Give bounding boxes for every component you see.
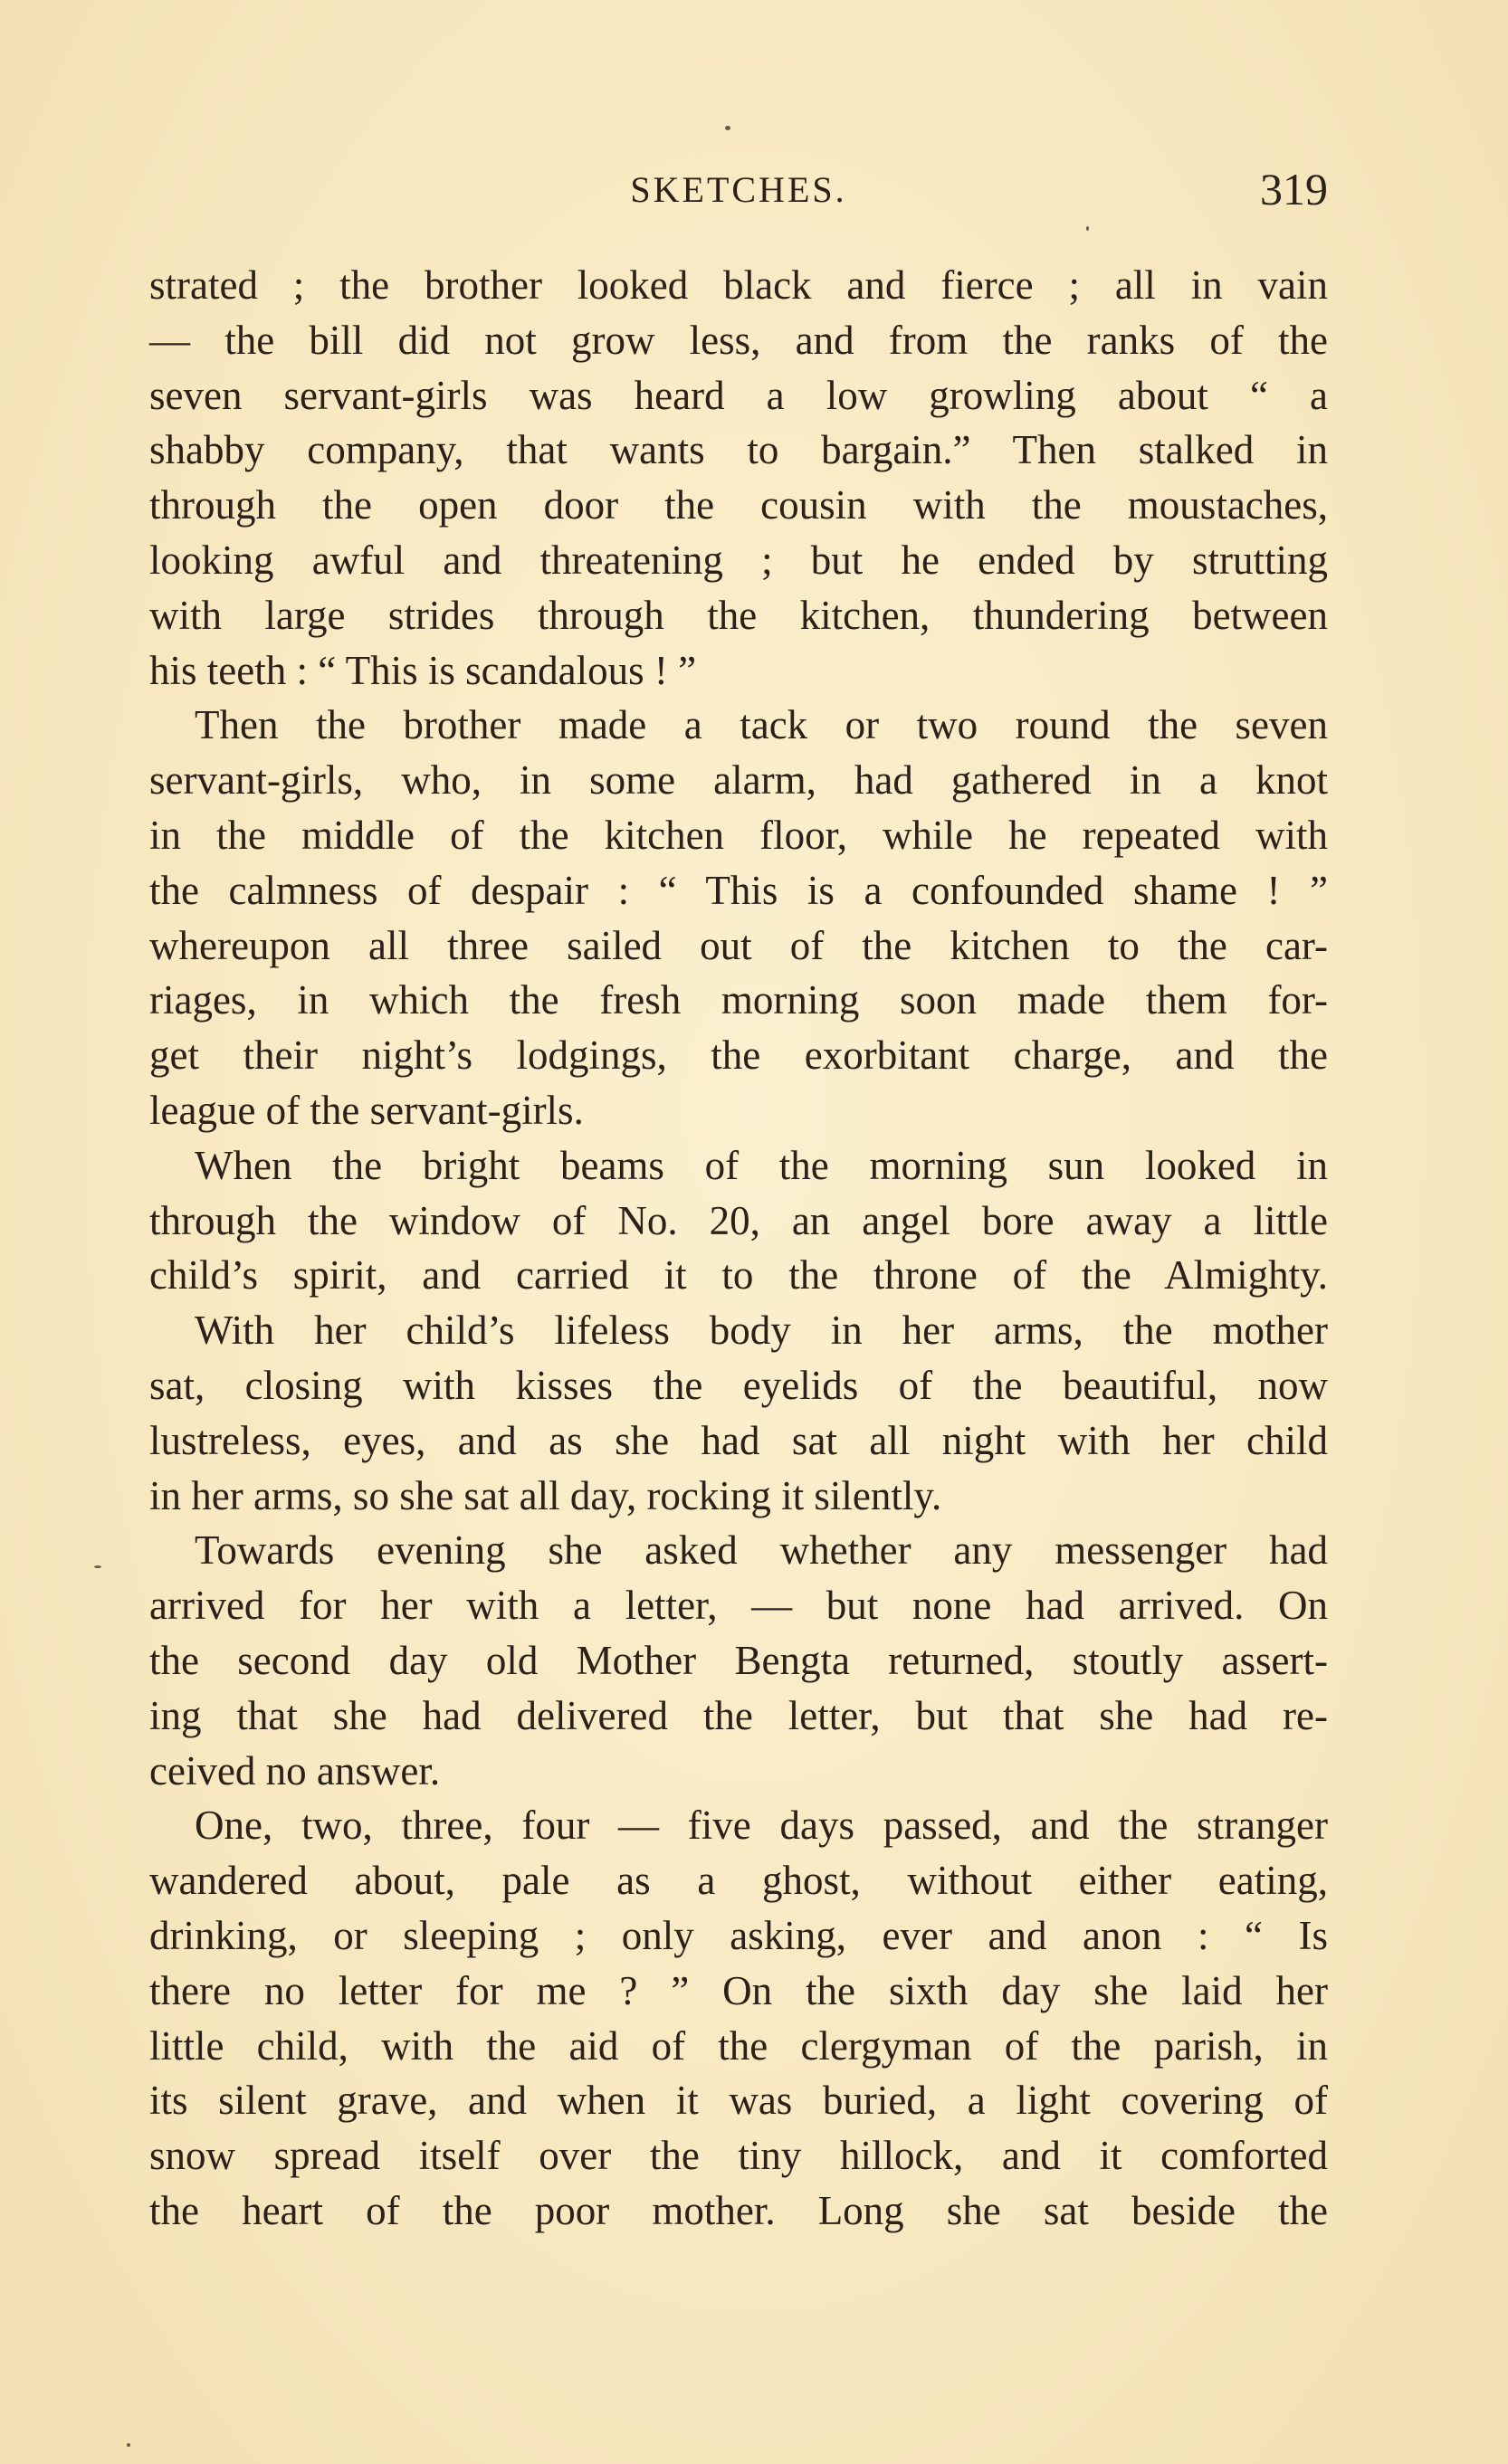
text-line: with large strides through the kitchen, thundering between [149,592,1328,638]
print-speck [725,126,730,130]
text-line: his teeth : “ This is scandalous ! ” [149,647,697,693]
text-line: servant-girls, who, in some alarm, had gathered in a knot [149,757,1328,804]
text-line: ing that she had delivered the letter, but that she had re- [149,1692,1328,1738]
text-line: looking awful and threatening ; but he ended by strutting [149,537,1328,583]
text-line: in her arms, so she sat all day, rocking it silently. [149,1472,942,1518]
text-line: drinking, or sleeping ; only asking, ever and anon : “ Is [149,1912,1328,1958]
text-line: the calmness of despair : “ This is a confounded shame ! ” [149,867,1328,913]
text-line: child’s spirit, and carried it to the throne of the Almighty. [149,1252,1328,1299]
text-line: through the open door the cousin with the moustaches, [149,482,1328,528]
text-line: ceived no answer. [149,1747,441,1793]
body-text [149,258,1328,2239]
text-line: the second day old Mother Bengta returned, stoutly assert- [149,1637,1328,1683]
text-line: wandered about, pale as a ghost, without either eating, [149,1858,1328,1904]
text-line: snow spread itself over the tiny hillock, and it comforted [149,2133,1328,2179]
text-line: its silent grave, and when it was buried, a light covering of [149,2078,1328,2124]
page-header [149,163,1328,217]
text-line: Towards evening she asked whether any messenger had [195,1527,1328,1574]
text-line: whereupon all three sailed out of the kitchen to the car- [149,922,1328,968]
text-line: seven servant-girls was heard a low growling about “ a [149,372,1328,418]
page-number: 319 [1260,164,1328,214]
text-line: arrived for her with a letter, — but none had arrived. On [149,1583,1328,1629]
text-line: riages, in which the fresh morning soon made them for- [149,977,1328,1023]
text-line: lustreless, eyes, and as she had sat all night with her child [149,1417,1328,1463]
text-line: sat, closing with kisses the eyelids of the beautiful, now [149,1362,1328,1408]
text-line: get their night’s lodgings, the exorbitant charge, and the [149,1032,1328,1079]
running-head: SKETCHES. [630,169,847,210]
text-line: strated ; the brother looked black and fierce ; all in vain [149,262,1328,308]
print-speck [127,2443,130,2447]
print-speck [94,1565,101,1568]
text-line: When the bright beams of the morning sun looked in [195,1142,1328,1188]
print-speck [1086,226,1089,231]
text-line: With her child’s lifeless body in her arms, the mother [195,1308,1328,1354]
text-line: the heart of the poor mother. Long she sat beside the [149,2187,1328,2233]
text-line: league of the servant-girls. [149,1087,584,1133]
text-line: Then the brother made a tack or two round the seven [195,702,1328,748]
text-line: through the window of No. 20, an angel bore away a little [149,1197,1328,1243]
text-line: there no letter for me ? ” On the sixth day she laid her [149,1967,1328,2013]
text-line: in the middle of the kitchen floor, while he repeated with [149,812,1328,858]
text-line: — the bill did not grow less, and from the ranks of the [149,317,1328,363]
text-line: little child, with the aid of the clergyman of the parish, in [149,2022,1328,2069]
text-line: One, two, three, four — five days passed, and the stranger [195,1803,1328,1849]
text-line: shabby company, that wants to bargain.” Then stalked in [149,427,1328,473]
